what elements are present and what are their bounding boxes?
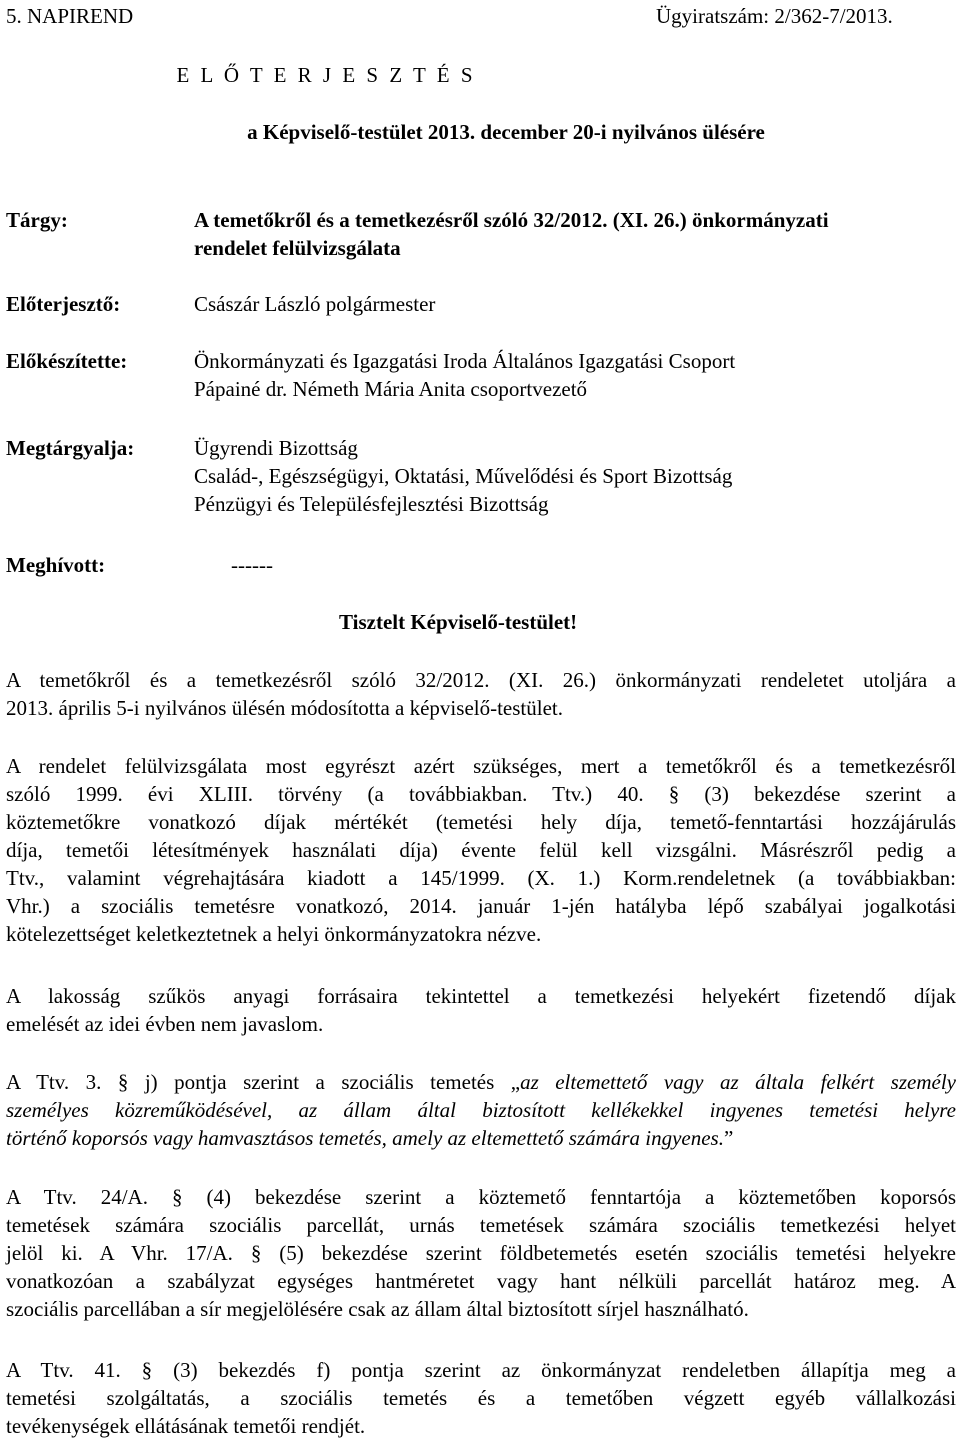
paragraph-6-line: A Ttv. 41. § (3) bekezdés f) pontja szerint az önkormányzat rendeletben állapítja meg a [6,1358,956,1382]
agenda-item: 5. NAPIREND [6,4,134,28]
prepared-line-1: Önkormányzati és Igazgatási Iroda Általános Igazgatási Csoport [194,349,736,373]
subject-label: Tárgy: [6,208,68,232]
paragraph-4-line [6,1068,956,1096]
paragraph-5-line: temetések számára szociális parcellát, urnás temetések számára szociális temetkezési helyet [6,1213,956,1237]
prepared-line-2: Pápainé dr. Németh Mária Anita csoportvezető [194,377,588,401]
paragraph-3 [6,982,956,1038]
discussed-line-3: Pénzügyi és Településfejlesztési Bizottság [194,492,549,516]
paragraph-2-line: Vhr.) a szociális temetésre vonatkozó, 2014. január 1-jén hatályba lépő szabályai jogalkotási [6,894,956,918]
paragraph-4-close-quote: ” [723,1126,734,1150]
presenter-value: Császár László polgármester [194,292,436,316]
discussed-label: Megtárgyalja: [6,436,135,460]
paragraph-2-line: díja, temetői létesítmények használati díja) évente felül kell vizsgálni. Másrészről pedig a [6,838,956,862]
subject-line-1: A temetőkről és a temetkezésről szóló 32/2012. (XI. 26.) önkormányzati [194,208,829,232]
paragraph-1-line: A temetőkről és a temetkezésről szóló 32/2012. (XI. 26.) önkormányzati rendeletet utoljára a [6,668,956,692]
discussed-line-2: Család-, Egészségügyi, Oktatási, Művelődési és Sport Bizottság [194,464,733,488]
document-subtitle: a Képviselő-testület 2013. december 20-i nyilvános ülésére [247,120,765,144]
paragraph-4-plain: A Ttv. 3. § j) pontja szerint a szociális temetés „ [6,1070,521,1094]
paragraph-4 [6,1068,956,1152]
paragraph-4-line [6,1096,956,1124]
paragraph-2-line: Ttv., valamint végrehajtására kiadott a 145/1999. (X. 1.) Korm.rendeletnek (a továbbiakban: [6,866,956,890]
presenter-label: Előterjesztő: [6,292,121,316]
paragraph-5-line: A Ttv. 24/A. § (4) bekezdése szerint a köztemető fenntartója a köztemetőben koporsós [6,1185,956,1209]
paragraph-2-line: szóló 1999. évi XLIII. törvény (a továbbiakban. Ttv.) 40. § (3) bekezdése szerint a [6,782,956,806]
paragraph-5-line: szociális parcellában a sír megjelölésére csak az állam által biztosított sírjel használható. [6,1297,749,1321]
paragraph-3-line: A lakosság szűkös anyagi forrásaira tekintettel a temetkezési helyekért fizetendő díjak [6,984,956,1008]
salutation: Tisztelt Képviselő-testület! [339,610,578,634]
paragraph-5-line: vonatkozóan a szabályzat egységes hantméretet vagy hant nélküli parcellát határoz meg. A [6,1269,956,1293]
paragraph-2-line: A rendelet felülvizsgálata most egyrészt azért szükséges, mert a temetőkről és a temetkezésről [6,754,956,778]
paragraph-4-line [6,1124,956,1152]
paragraph-1 [6,666,956,722]
paragraph-6-line: tevékenységek ellátásának temetői rendjét. [6,1414,366,1438]
paragraph-4-quote: személyes közreműködésével, az állam által biztosított kellékekkel ingyenes temetési helyre [6,1098,956,1122]
paragraph-4-quote: történő koporsós vagy hamvasztásos temetés, amely az eltemettető számára ingyenes. [6,1126,724,1150]
paragraph-2-line: köztemetőkre vonatkozó díjak mértékét (temetési hely díja, temető-fenntartási hozzájárulás [6,810,956,834]
invited-label: Meghívott: [6,553,106,577]
paragraph-3-line: emelését az idei évben nem javaslom. [6,1012,324,1036]
prepared-label: Előkészítette: [6,349,128,373]
file-number: Ügyiratszám: 2/362-7/2013. [656,4,893,28]
paragraph-6 [6,1356,956,1440]
paragraph-6-line: temetési szolgáltatás, a szociális temetés és a temetőben végzett egyéb vállalkozási [6,1386,956,1410]
subject-line-2: rendelet felülvizsgálata [194,236,401,260]
paragraph-5 [6,1183,956,1323]
invited-value: ------ [231,553,273,577]
paragraph-4-quote: az eltemettető vagy az általa felkért személy [520,1070,956,1094]
paragraph-2 [6,752,956,948]
document-title: E L Ő T E R J E S Z T É S [176,63,476,87]
paragraph-1-line: 2013. április 5-i nyilvános ülésén módosította a képviselő-testület. [6,696,563,720]
paragraph-5-line: jelöl ki. A Vhr. 17/A. § (5) bekezdése szerint földbetemetés esetén szociális temetési helyekre [6,1241,956,1265]
discussed-line-1: Ügyrendi Bizottság [194,436,358,460]
paragraph-2-line: kötelezettséget keletkeztetnek a helyi önkormányzatokra nézve. [6,922,542,946]
